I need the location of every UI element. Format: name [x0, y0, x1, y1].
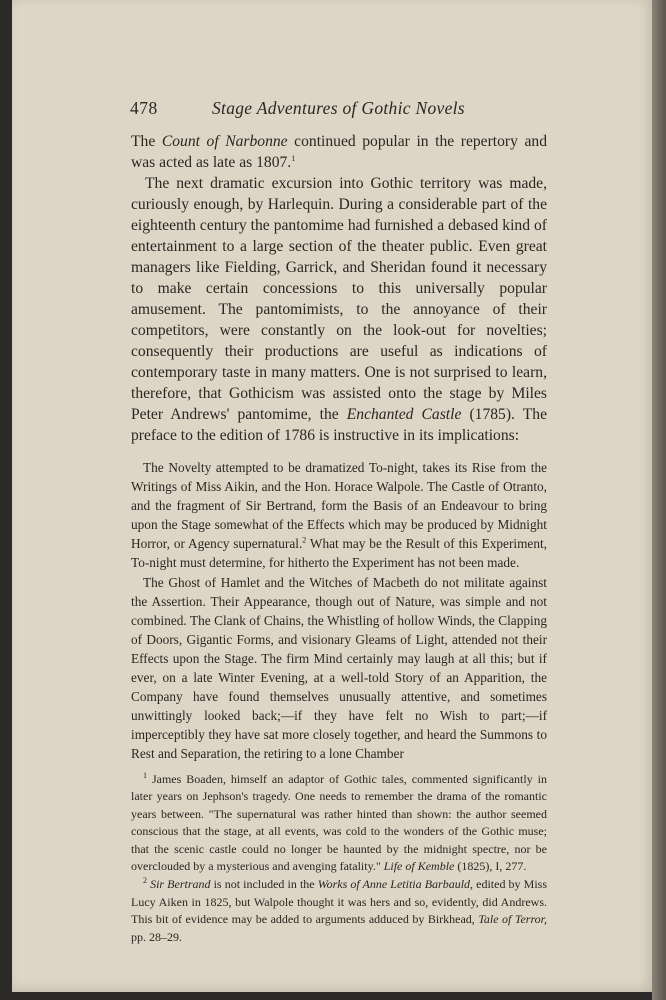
text-run: What may be the Result of this Experiment, To-night must determine, for hitherto the Experiment has not been made.: [131, 536, 547, 571]
footnote-number: 1: [143, 770, 147, 780]
block-quote: [131, 458, 547, 764]
page-number: 478: [130, 98, 158, 118]
text-run: pp. 28–29.: [131, 929, 182, 944]
text-run: is not included in the: [210, 877, 318, 892]
running-title: Stage Adventures of Gothic Novels: [212, 98, 465, 118]
italic-title: Life of Kemble: [383, 859, 455, 874]
main-text: [131, 131, 547, 446]
paragraph-2: [131, 173, 547, 446]
text-run: The next dramatic excursion into Gothic territory was made, curiously enough, by Harlequin. During a considerable part of the eighteenth century the pantomime had furnished a debased kind of entertainment to a large section of the theater public. Even great managers like Fielding, Garrick, and Sheridan found it necessary to make certain concessions to this universally popular amusement. The pantomimists, to the annoyance of their competitors, were constantly on the look-out for novelties; consequently their productions are useful as indications of contemporary taste in many matters. One is not surprised to learn, therefore, that Gothicism was assisted onto the stage by Miles Peter Andrews' pantomime, the: [131, 175, 547, 423]
italic-title: Tale of Terror,: [478, 912, 548, 927]
italic-title: Sir Bertrand: [150, 877, 211, 892]
paragraph-1: [131, 131, 547, 173]
book-edge: [652, 0, 666, 1000]
text-run: James Boaden, himself an adaptor of Gothic tales, commented significantly in later years on Jephson's tragedy. One needs to remember the drama of the romantic years between. "The supernatural was rather hinted than shown: the author seemed conscious that the stage, at all events, was cold to the wonders of the Gothic muse; that the scenic castle could no longer be haunted by the midnight spectre, nor be overclouded by a mysterious and avenging fatality.": [131, 771, 547, 874]
italic-title: Works of Anne Letitia Barbauld,: [317, 877, 474, 892]
text-run: (1825), I, 277.: [454, 859, 527, 874]
footnote-ref[interactable]: 2: [302, 535, 307, 545]
text-run: The: [131, 133, 162, 150]
footnotes: [131, 771, 547, 947]
footnote-ref[interactable]: 1: [291, 153, 296, 163]
footnote-number: 2: [143, 876, 147, 886]
footnote-1: [131, 771, 547, 877]
text-run: continued popular in the repertory and was acted as late as 1807.: [131, 133, 547, 171]
quote-paragraph-2: The Ghost of Hamlet and the Witches of Macbeth do not militate against the Assertion. Their Appearance, though out of Nature, was simple and not combined. The Clank of Chains, the Whistling of hollow Winds, the Clapping of Doors, Gigantic Forms, and visionary Gleams of Light, attended not their Effects upon the Stage. The firm Mind certainly may laugh at all this; but if ever, on a late Winter Evening, at a well-told Story of an Apparition, the Company have found themselves unusually attentive, and sometimes unwittingly looked back;—if they have felt no Wish to part;—if imperceptibly they have sat more closely together, and heard the Summons to Rest and Separation, the retiring to a lone Chamber: [131, 574, 547, 762]
italic-title: Count of Narbonne: [161, 133, 288, 150]
text-run: edited by Miss Lucy Aiken in 1825, but Walpole thought it was hers and so, evidently, did Andrews. This bit of evidence may be added to arguments adduced by Birkhead,: [131, 877, 547, 927]
text-run: The Novelty attempted to be dramatized To-night, takes its Rise from the Writings of Miss Aikin, and the Hon. Horace Walpole. The Castle of Otranto, and the fragment of Sir Bertrand, form the Basis of an Endeavour to bring upon the Stage somewhat of the Effects which may be produced by Midnight Horror, or Agency supernatural.: [131, 460, 547, 552]
italic-title: Enchanted Castle: [346, 406, 462, 423]
page-body: [131, 131, 547, 946]
text-run: (1785). The preface to the edition of 1786 is instructive in its implications:: [131, 406, 548, 444]
running-header: [130, 98, 560, 119]
quote-paragraph-1: [131, 458, 547, 573]
footnote-2: [131, 876, 547, 946]
